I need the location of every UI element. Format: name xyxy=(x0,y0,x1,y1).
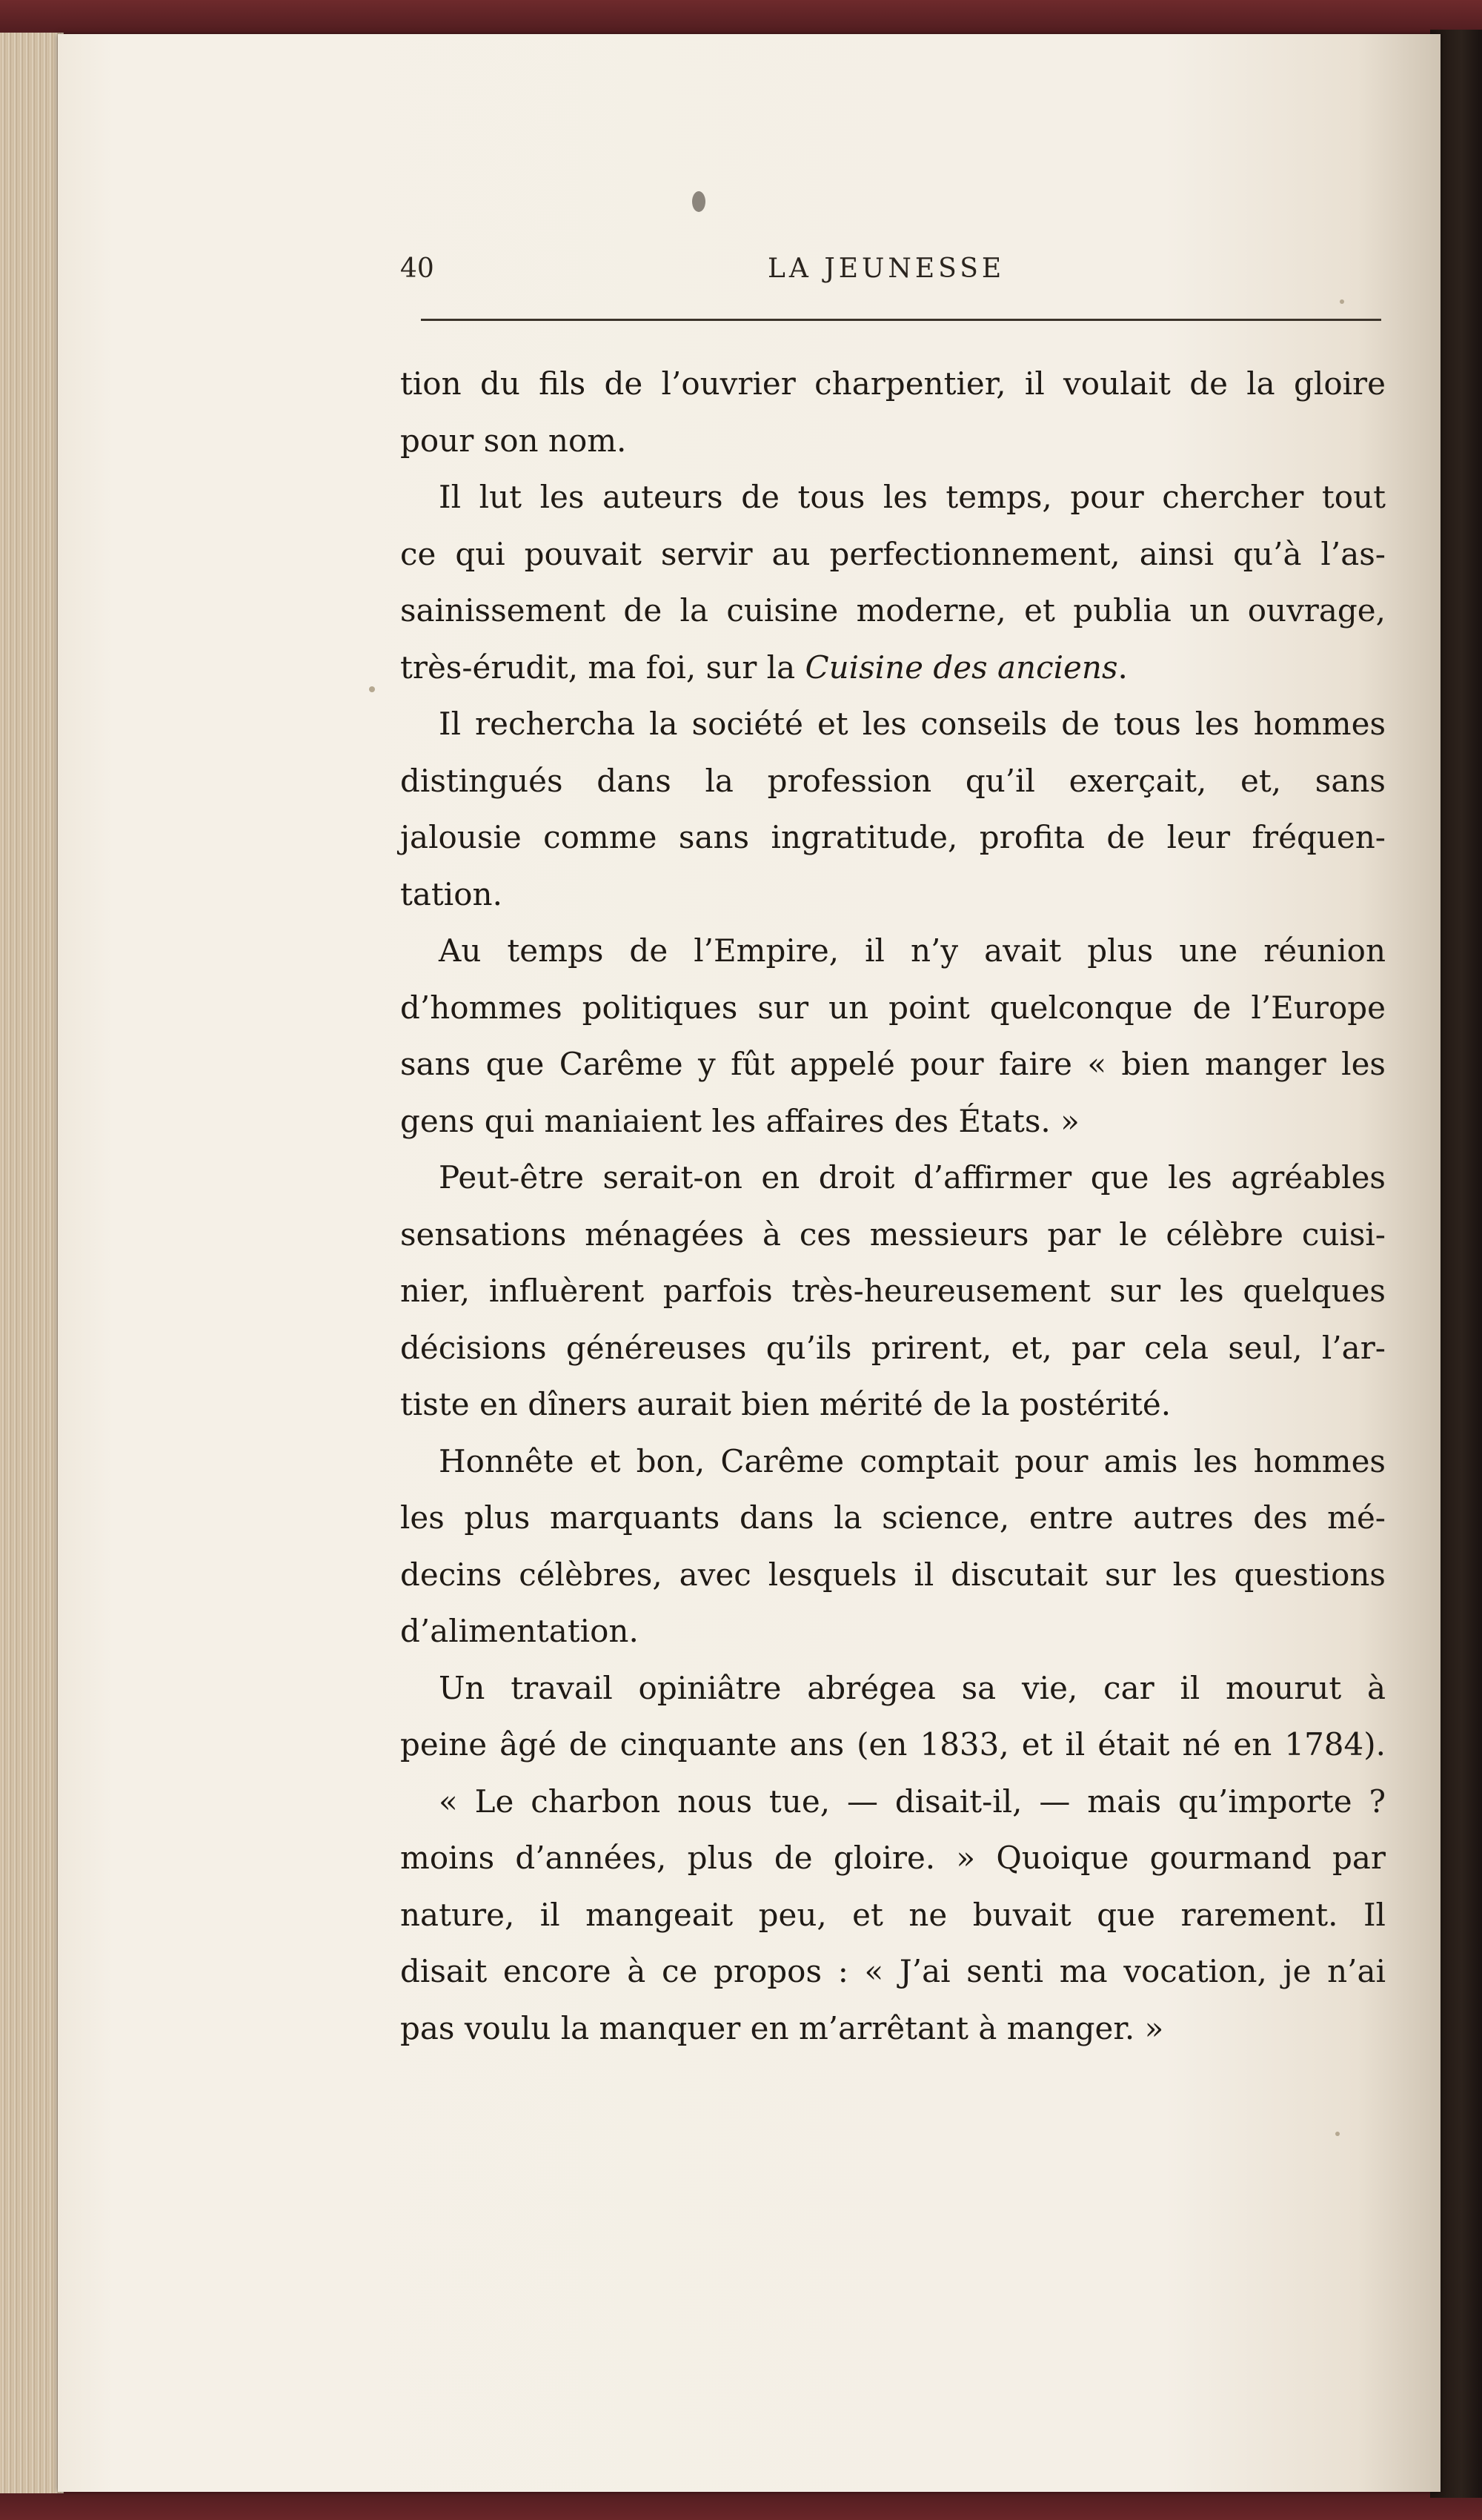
text-line: Il rechercha la société et les conseils de tous les hommes xyxy=(439,706,1386,742)
paper-fleck xyxy=(1335,2132,1340,2136)
text-line: d’hommes politiques sur un point quelconque de l’Europe xyxy=(400,989,1386,1026)
text-line: Il lut les auteurs de tous les temps, pour chercher tout xyxy=(439,479,1386,515)
header-rule xyxy=(421,319,1381,321)
text-line: Peut-être serait-on en droit d’affirmer que les agréables xyxy=(439,1159,1386,1196)
text-line: sans que Carême y fût appelé pour faire « bien manger les xyxy=(400,1046,1386,1082)
text-line: disait encore à ce propos : « J’ai senti ma vocation, je n’ai xyxy=(400,1953,1386,1989)
text-line: Un travail opiniâtre abrégea sa vie, car il mourut à xyxy=(439,1669,1386,1706)
text-line: les plus marquants dans la science, entre autres des mé- xyxy=(400,1499,1386,1536)
page-edges xyxy=(0,33,64,2493)
text-line: sainissement de la cuisine moderne, et publia un ouvrage, xyxy=(400,592,1386,629)
body-text xyxy=(400,356,1386,2057)
text-line: nier, influèrent parfois très-heureusement sur les quelques xyxy=(400,1273,1386,1309)
text-line: decins célèbres, avec lesquels il discutait sur les questions xyxy=(400,1556,1386,1593)
text-line: décisions généreuses qu’ils prirent, et, par cela seul, l’ar- xyxy=(400,1329,1386,1366)
book-cover-top xyxy=(0,0,1482,36)
text-line: nature, il mangeait peu, et ne buvait que rarement. Il xyxy=(400,1896,1386,1933)
text-line: sensations ménagées à ces messieurs par le célèbre cuisi- xyxy=(400,1216,1386,1253)
paper-fleck xyxy=(369,686,375,692)
text-line: gens qui maniaient les affaires des États. » xyxy=(400,1102,1080,1139)
text-line: tion du fils de l’ouvrier charpentier, il voulait de la gloire xyxy=(400,365,1386,402)
text-line: ce qui pouvait servir au perfectionnement, ainsi qu’à l’as- xyxy=(400,535,1386,572)
text-line: Au temps de l’Empire, il n’y avait plus une réunion xyxy=(439,932,1386,969)
text-line: très-érudit, ma foi, sur la Cuisine des anciens. xyxy=(400,649,1128,686)
text-line: tation. xyxy=(400,875,502,912)
text-line: Honnête et bon, Carême comptait pour amis les hommes xyxy=(439,1442,1386,1479)
text-line: d’alimentation. xyxy=(400,1613,639,1649)
text-line: pas voulu la manquer en m’arrêtant à manger. » xyxy=(400,2009,1164,2046)
text-line: pour son nom. xyxy=(400,422,627,459)
text-line: moins d’années, plus de gloire. » Quoique gourmand par xyxy=(400,1840,1386,1876)
text-line: jalousie comme sans ingratitude, profita de leur fréquen- xyxy=(400,819,1386,855)
running-title: LA JEUNESSE xyxy=(768,253,1006,284)
page-header xyxy=(400,251,1381,295)
page-number: 40 xyxy=(400,253,434,284)
text-line: tiste en dîners aurait bien mérité de la postérité. xyxy=(400,1386,1172,1422)
text-line: peine âgé de cinquante ans (en 1833, et il était né en 1784). xyxy=(400,1726,1386,1763)
ornament-mark xyxy=(692,191,705,212)
text-line: distingués dans la profession qu’il exerçait, et, sans xyxy=(400,762,1386,799)
book-title-italic: Cuisine des anciens xyxy=(805,649,1118,686)
text-line: « Le charbon nous tue, — disait-il, — mais qu’importe ? xyxy=(439,1783,1386,1820)
paper-fleck xyxy=(1340,299,1344,304)
